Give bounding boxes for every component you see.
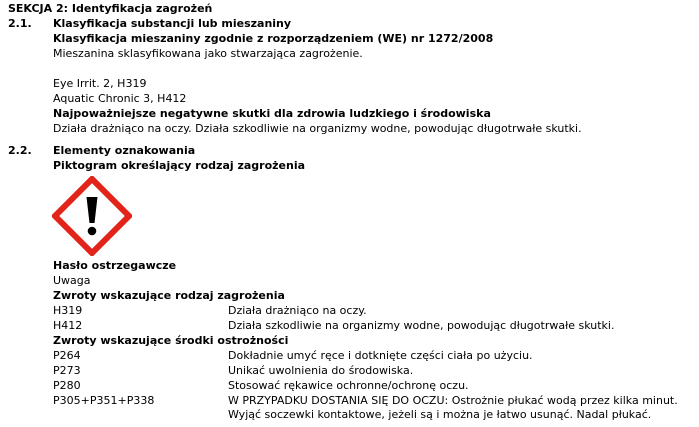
section-2-2-number: 2.2. xyxy=(8,144,32,157)
hazard-statements-title: Zwroty wskazujące rodzaj zagrożenia xyxy=(53,289,285,302)
precaution-text-continued: Wyjąć soczewki kontaktowe, jeżeli są i można je łatwo usunąć. Nadal płukać. xyxy=(228,408,652,421)
section-2-1-number: 2.1. xyxy=(8,17,32,30)
classification-item: Eye Irrit. 2, H319 xyxy=(53,77,147,90)
precaution-text: Unikać uwolnienia do środowiska. xyxy=(228,364,414,377)
effects-title: Najpoważniejsze negatywne skutki dla zdrowia ludzkiego i środowiska xyxy=(53,107,491,120)
exclamation-mark-hazard-icon xyxy=(52,176,132,256)
hazard-text: Działa szkodliwie na organizmy wodne, powodując długotrwałe skutki. xyxy=(228,319,615,332)
section-title: SEKCJA 2: Identyfikacja zagrożeń xyxy=(8,2,213,15)
signal-word: Uwaga xyxy=(53,274,91,287)
effects-text: Działa drażniąco na oczy. Działa szkodliwie na organizmy wodne, powodując długotrwałe skutki. xyxy=(53,122,582,135)
section-2-1-title: Klasyfikacja substancji lub mieszaniny xyxy=(53,17,292,30)
hazard-text: Działa drażniąco na oczy. xyxy=(228,304,367,317)
precaution-code: P305+P351+P338 xyxy=(53,394,155,407)
classification-subtitle: Klasyfikacja mieszaniny zgodnie z rozporządzeniem (WE) nr 1272/2008 xyxy=(53,32,494,45)
precaution-text: Stosować rękawice ochronne/ochronę oczu. xyxy=(228,379,469,392)
classification-statement: Mieszanina sklasyfikowana jako stwarzająca zagrożenie. xyxy=(53,47,363,60)
hazard-code: H319 xyxy=(53,304,83,317)
section-2-2-title: Elementy oznakowania xyxy=(53,144,196,157)
precautionary-statements-title: Zwroty wskazujące środki ostrożności xyxy=(53,334,289,347)
precaution-code: P264 xyxy=(53,349,81,362)
classification-item: Aquatic Chronic 3, H412 xyxy=(53,92,187,105)
precaution-code: P273 xyxy=(53,364,81,377)
signal-word-title: Hasło ostrzegawcze xyxy=(53,259,177,272)
precaution-text: Dokładnie umyć ręce i dotknięte części ciała po użyciu. xyxy=(228,349,533,362)
precaution-code: P280 xyxy=(53,379,81,392)
hazard-code: H412 xyxy=(53,319,83,332)
pictogram-title: Piktogram określający rodzaj zagrożenia xyxy=(53,159,306,172)
precaution-text: W PRZYPADKU DOSTANIA SIĘ DO OCZU: Ostrożnie płukać wodą przez kilka minut. xyxy=(228,394,678,407)
